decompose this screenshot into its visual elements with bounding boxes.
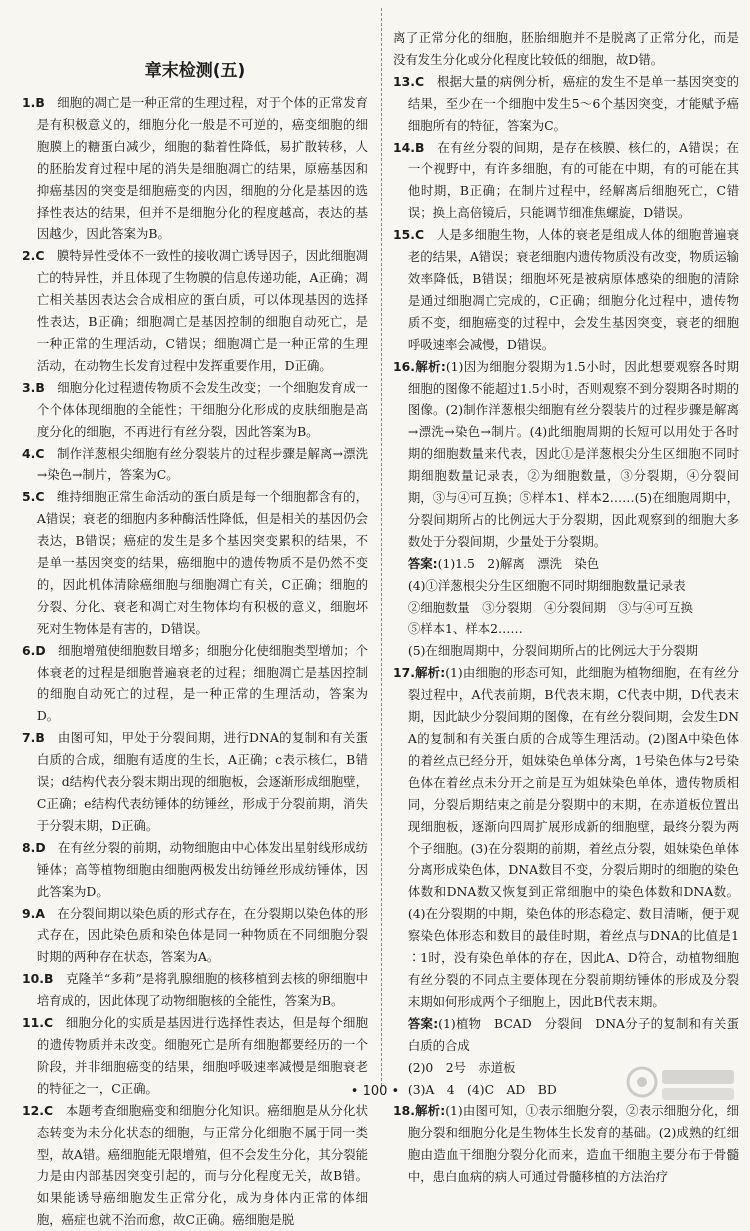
analysis-label: 解析: (414, 665, 446, 681)
item-number: 11.C (22, 1015, 54, 1031)
item-text: 细胞增殖使细胞数目增多；细胞分化使细胞类型增加；个体衰老的过程是细胞普遍衰老的过程；细胞凋亡是基因控制的细胞自动死亡的过程，是一种正常的生理活动，答案为D。 (36, 642, 369, 724)
item-text: 制作洋葱根尖细胞有丝分裂装片的过程步骤是解离→漂洗→染色→制片，答案为C。 (36, 445, 368, 483)
answer-line: (1)1.5 2)解离 漂洗 染色 (437, 555, 600, 571)
item-number: 16. (393, 358, 415, 374)
answer-item-6 (22, 640, 368, 728)
left-column (22, 56, 368, 1231)
answer-block-16 (393, 553, 739, 663)
item-number: 15.C (393, 227, 425, 243)
item-number: 14.B (393, 139, 425, 155)
answer-line: (4)①洋葱根尖分生区细胞不同时期细胞数量记录表 (407, 577, 686, 593)
item-number: 2.C (22, 248, 45, 264)
item-text: 细胞的凋亡是一种正常的生理过程，对于个体的正常发育是有积极意义的，细胞分化一般是不可逆的，癌变细胞的细胞膜上的糖蛋白减少，细胞的黏着性降低，易扩散转移，人的胚胎发育过程中尾的消失是细胞凋亡的结果，原癌基因和抑癌基因的突变是细胞癌变的内因，细胞的分化是基因的选择性表达的结果，但并不是细胞分化的程度越高，表达的基因越少，因此答案为B。 (36, 95, 369, 242)
answer-item-18 (393, 1100, 739, 1188)
item-number: 13.C (393, 73, 425, 89)
answer-line: (2)0 2号 赤道板 (407, 1059, 516, 1075)
answer-item-15 (393, 224, 739, 355)
item-text: 由图可知，甲处于分裂间期，进行DNA的复制和有关蛋白质的合成，细胞有适度的生长，A正确；c表示核仁，B错误；d结构代表分裂末期出现的细胞板，会逐渐形成细胞壁，C正确；e结构代表纺锤体的纺锤丝，形成于分裂前期，消失于分裂末期，D正确。 (36, 730, 368, 833)
page-number: • 100 • (350, 1084, 400, 1099)
answer-item-5 (22, 486, 368, 639)
item-text: 在有丝分裂的间期，是存在核膜、核仁的，A错误；在一个视野中，有许多细胞，有的可能在中期，有的可能在其他时期，B正确；在制片过程中，经解离后细胞死亡，C错误；换上高倍镜后，只能调节细准焦螺旋，D错误。 (407, 139, 740, 221)
answer-item-13 (393, 71, 739, 137)
answer-line: ⑤样本1、样本2…… (407, 621, 523, 637)
answer-item-17 (393, 662, 739, 1013)
item-number: 3.B (22, 379, 45, 395)
answer-line: (5)在细胞周期中，分裂间期所占的比例远大于分裂期 (407, 643, 699, 659)
answer-item-12 (22, 1100, 368, 1231)
item-text: 在分裂间期以染色质的形式存在，在分裂期以染色体的形式存在，因此染色质和染色体是同一种物质在不同细胞分裂时期的两种存在状态，答案为A。 (36, 905, 369, 965)
answer-item-8 (22, 837, 368, 903)
item-number: 12.C (22, 1102, 54, 1118)
item-number: 6.D (22, 642, 46, 658)
item-number: 5.C (22, 489, 45, 505)
answer-item-7 (22, 727, 368, 837)
answer-line: (3)A 4 (4)C AD BD (407, 1081, 557, 1097)
item-text: 膜特异性受体不一致性的接收凋亡诱导因子，因此细胞凋亡的特异性，并且体现了生物膜的信息传递功能，A正确；凋亡相关基因表达会合成相应的蛋白质，可以体现基因的选择性表达，B正确；细胞凋亡是基因控制的细胞自动死亡，是一种正常的生理活动，C错误；细胞凋亡是一种正常的生理活动，在动物生长发育过程中发挥重要作用，D正确。 (36, 248, 368, 373)
analysis-label: 解析: (414, 1103, 446, 1119)
answer-item-14 (393, 137, 739, 225)
item-number: 7.B (22, 730, 45, 746)
answer-item-10 (22, 968, 368, 1012)
item-text: 人是多细胞生物，人体的衰老是组成人体的细胞普遍衰老的结果，A错误；衰老细胞内遗传物质没有改变，物质运输效率降低，B错误；细胞坏死是被病原体感染的细胞的清除是通过细胞凋亡完成的，C正确；细胞分化过程中，遗传物质不变，细胞癌变的过程中，会发生基因突变，衰老的细胞呼吸速率会减慢，D错误。 (407, 227, 740, 352)
item-number: 4.C (22, 445, 45, 461)
answer-item-3 (22, 377, 368, 443)
answer-item-4 (22, 443, 368, 487)
item-text: 克隆羊“多莉”是将乳腺细胞的核移植到去核的卵细胞中培育成的，因此体现了动物细胞核的全能性，答案为B。 (36, 971, 369, 1009)
item-number: 8.D (22, 839, 46, 855)
answer-item-2 (22, 245, 368, 376)
column-divider (381, 8, 382, 1086)
item-number: 18. (393, 1103, 415, 1119)
item-number: 17. (393, 665, 415, 681)
watermark-logo (622, 1062, 742, 1108)
answer-item-16 (393, 356, 739, 553)
answer-line: ②细胞数量 ③分裂期 ④分裂间期 ③与④可互换 (407, 599, 693, 615)
item-text: 本题考查细胞癌变和细胞分化知识。癌细胞是从分化状态转变为未分化状态的细胞，与正常分化细胞不属于同一类型，故A错。癌细胞能无限增殖，但不会发生分化，其分裂能力是由内部基因突变引起的，而与分化程度无关，故B错。如果能诱导癌细胞发生正常分化，成为身体内正常的体细胞，癌症也就不治而愈，故C正确。癌细胞是脱 (36, 1102, 369, 1228)
item-text: 根据大量的病例分析，癌症的发生不是单一基因突变的结果，至少在一个细胞中发生5～6个基因突变，才能赋予癌细胞所有的特征，答案为C。 (407, 73, 740, 133)
item-text: (1)因为细胞分裂期为1.5小时，因此想要观察各时期细胞的图像不能超过1.5小时，否则观察不到分裂期各时期的图像。(2)制作洋葱根尖细胞有丝分裂装片的过程步骤是解离→漂洗→染色→制片。(4)此细胞周期的长短可以用处于各时期的细胞数量来代表，因此①是洋葱根尖分生区细胞不同时期细胞数量记录表，②为细胞数量，③分裂期，④分裂间期，③与④可互换；⑤样本1、样本2……(5)在细胞周期中，分裂间期所占的比例远大于分裂期，因此观察到的细胞大多数处于分裂间期，少量处于分裂期。 (407, 358, 739, 549)
answer-line: (1)植物 BCAD 分裂间 DNA分子的复制和有关蛋白质的合成 (407, 1015, 739, 1053)
item-text: 在有丝分裂的前期，动物细胞由中心体发出星射线形成纺锤体；高等植物细胞由细胞两极发出纺锤丝形成纺锤体，因此答案为D。 (36, 839, 369, 899)
item-number: 9.A (22, 905, 45, 921)
analysis-label: 解析: (414, 358, 446, 374)
right-column (393, 27, 739, 1188)
answer-label: 答案: (407, 1015, 439, 1031)
answer-label: 答案: (407, 555, 438, 571)
answer-item-9 (22, 903, 368, 969)
answer-item-12-continued: 离了正常分化的细胞，胚胎细胞并不是脱离了正常分化，而是没有发生分化或分化程度比较低的细胞，故D错。 (393, 30, 739, 67)
item-text: 维持细胞正常生命活动的蛋白质是每一个细胞都含有的，A错误；衰老的细胞内多种酶活性降低，但是相关的基因仍会表达，B错误；癌症的发生是多个基因突变累积的结果，不是单一基因突变的结果，癌细胞中的遗传物质不是仍然不变的，因此机体清除癌细胞与细胞凋亡有关，C正确；细胞的分裂、分化、衰老和凋亡对生物体均有积极的意义，细胞坏死对生物体是有害的，D错误。 (36, 489, 368, 636)
item-text: 细胞分化过程遗传物质不会发生改变；一个细胞发育成一个个体体现细胞的全能性；干细胞分化形成的皮肤细胞是高度分化的细胞，不再进行有丝分裂，因此答案为B。 (36, 379, 369, 439)
answer-item-1 (22, 92, 368, 245)
item-number: 1.B (22, 95, 45, 110)
item-text: 细胞分化的实质是基因进行选择性表达，但是每个细胞的遗传物质并未改变。细胞死亡是所有细胞都要经历的一个阶段，并非细胞癌变的结果，细胞呼吸速率减慢是细胞衰老的特征之一，C正确。 (36, 1015, 369, 1096)
section-title: 章末检测(五) (144, 61, 246, 81)
item-number: 10.B (22, 971, 54, 987)
item-text: (1)由图可知，①表示细胞分裂，②表示细胞分化，细胞分裂和细胞分化是生物体生长发育的基础。(2)成熟的红细胞由造血干细胞分裂分化而来，造血干细胞主要分布于骨髓中，患白血病的病人可通过骨髓移植的方法治疗 (407, 1103, 739, 1185)
item-text: (1)由细胞的形态可知，此细胞为植物细胞，在有丝分裂过程中，A代表前期，B代表末期，C代表中期，D代表末期，因此缺少分裂间期的图像，在有丝分裂间期，会发生DNA的复制和有关蛋白质的合成等生理活动。(2)图A中染色体的着丝点已经分开，姐妹染色单体分离，1号染色体与2号染色体在着丝点未分开之前是互为姐妹染色单体，遗传物质相同，分裂后期结束之前是分裂期中的末期，在赤道板位置出现细胞板，逐渐向四周扩展形成新的细胞壁，最终分裂为两个子细胞。(3)在分裂期的前期，着丝点分裂，姐妹染色单体分离形成染色体，DNA数目不变，分裂后期时的细胞的染色体数和DNA数又恢复到正常细胞中的染色体数和DNA数。(4)在分裂期的中期，染色体的形态稳定、数目清晰，便于观察染色体形态和数目的最佳时期，着丝点与DNA的比值是1∶1时，没有染色单体的存在，因此A、D符合，动植物细胞有丝分裂的不同点主要体现在分裂前期纺锤体的形成及分裂末期如何形成两个子细胞上，因此B代表末期。 (407, 665, 739, 1009)
